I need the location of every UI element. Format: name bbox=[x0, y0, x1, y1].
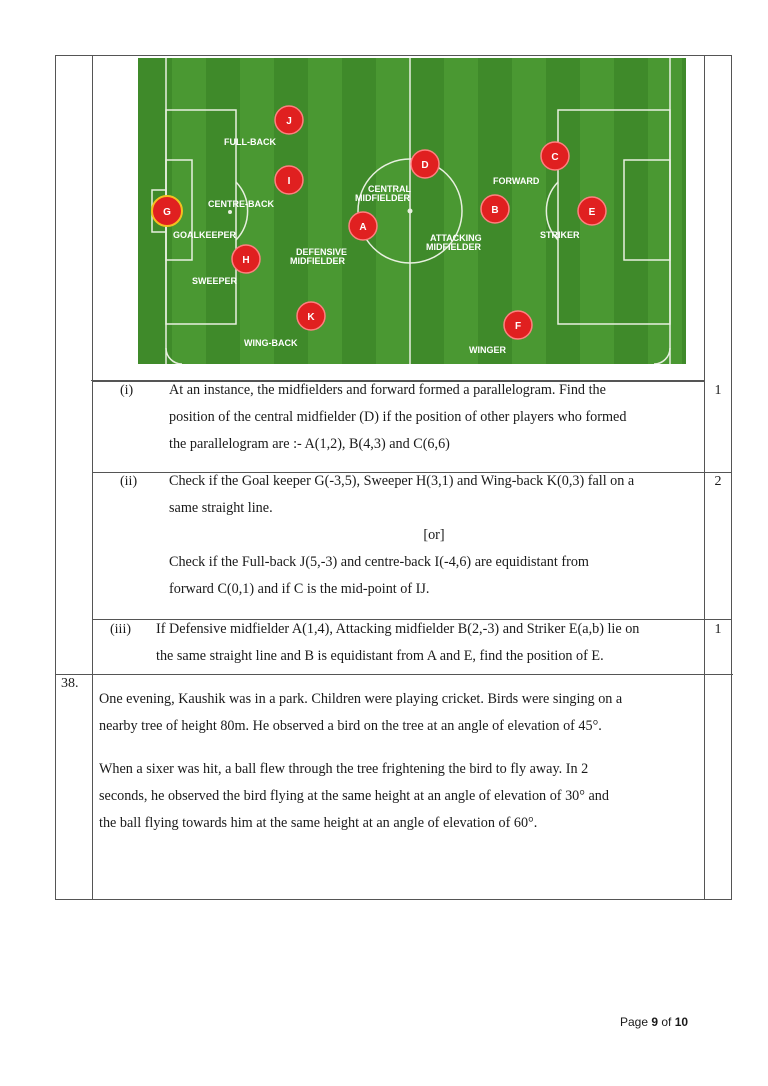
question-38-text: One evening, Kaushik was in a park. Children were playing cricket. Birds were singing on a nearby tree of height 80m. He observed a bird on the tree at an angle of elevation of 45°. When a sixer was hit, a ball flew through the tree frightening the bird to fly away. In 2 seconds, he observed the bird flying at the same height at an angle of elevation of 30° and the ball flying towards him at the same height at an angle of elevation of 60°. bbox=[99, 691, 623, 831]
label-full-back: FULL-BACK bbox=[224, 137, 276, 147]
question-number: 38. bbox=[61, 676, 79, 691]
player-k-label: K bbox=[307, 312, 315, 323]
player-e-label: E bbox=[588, 207, 596, 218]
page-number: Page 9 of 10 bbox=[620, 1015, 689, 1029]
player-d-label: D bbox=[421, 160, 429, 171]
player-h-label: H bbox=[242, 255, 250, 266]
player-markers bbox=[152, 106, 606, 339]
row-divider bbox=[56, 674, 733, 675]
question-iii-text: If Defensive midfielder A(1,4), Attacking midfielder B(2,-3) and Striker E(a,b) lie on the same straight line and B is equidistant from A and E, find the position of E. bbox=[156, 621, 640, 664]
football-pitch-figure bbox=[138, 58, 686, 364]
player-c-label: C bbox=[551, 152, 559, 163]
label-central-midfielder-line1: CENTRAL bbox=[368, 184, 411, 194]
player-g-label: G bbox=[163, 207, 171, 218]
label-forward: FORWARD bbox=[493, 176, 540, 186]
label-wing-back: WING-BACK bbox=[244, 338, 298, 348]
player-f-label: F bbox=[514, 321, 522, 332]
player-j-label: J bbox=[286, 116, 292, 127]
question-i-text: At an instance, the midfielders and forward formed a parallelogram. Find the position of the central midfielder (D) if the position of other players who formed the parallelogram are :- A(1,2), B(4,3) and C(6,6) bbox=[169, 382, 627, 452]
question-marks: 2 bbox=[714, 474, 722, 489]
player-i-label: I bbox=[287, 176, 291, 187]
question-number: (ii) bbox=[120, 474, 138, 489]
question-number: (i) bbox=[120, 383, 134, 398]
player-b-label: B bbox=[491, 205, 499, 216]
label-defensive-midfielder-line2: MIDFIELDER bbox=[290, 256, 345, 266]
label-attacking-midfielder-line1: ATTACKING bbox=[430, 233, 482, 243]
column-divider-number bbox=[92, 56, 93, 899]
player-a-label: A bbox=[359, 222, 367, 233]
label-winger: WINGER bbox=[469, 345, 506, 355]
label-centre-back: CENTRE-BACK bbox=[208, 199, 274, 209]
label-striker: STRIKER bbox=[540, 230, 580, 240]
label-central-midfielder-line2: MIDFIELDER bbox=[355, 193, 410, 203]
label-goalkeeper: GOALKEEPER bbox=[173, 230, 237, 240]
question-ii-text: Check if the Goal keeper G(-3,5), Sweeper H(3,1) and Wing-back K(0,3) fall on a same straight line. [or] Check if the Full-back J(5,-3) and centre-back I(-4,6) are equidistant from forward C(0,1) and if C is the mid-point of IJ. bbox=[169, 473, 635, 597]
label-defensive-midfielder-line1: DEFENSIVE bbox=[296, 247, 348, 257]
question-number: (iii) bbox=[110, 622, 131, 637]
label-attacking-midfielder-line2: MIDFIELDER bbox=[426, 242, 481, 252]
question-marks: 1 bbox=[714, 622, 722, 637]
question-marks: 1 bbox=[714, 383, 722, 398]
label-sweeper: SWEEPER bbox=[192, 276, 238, 286]
